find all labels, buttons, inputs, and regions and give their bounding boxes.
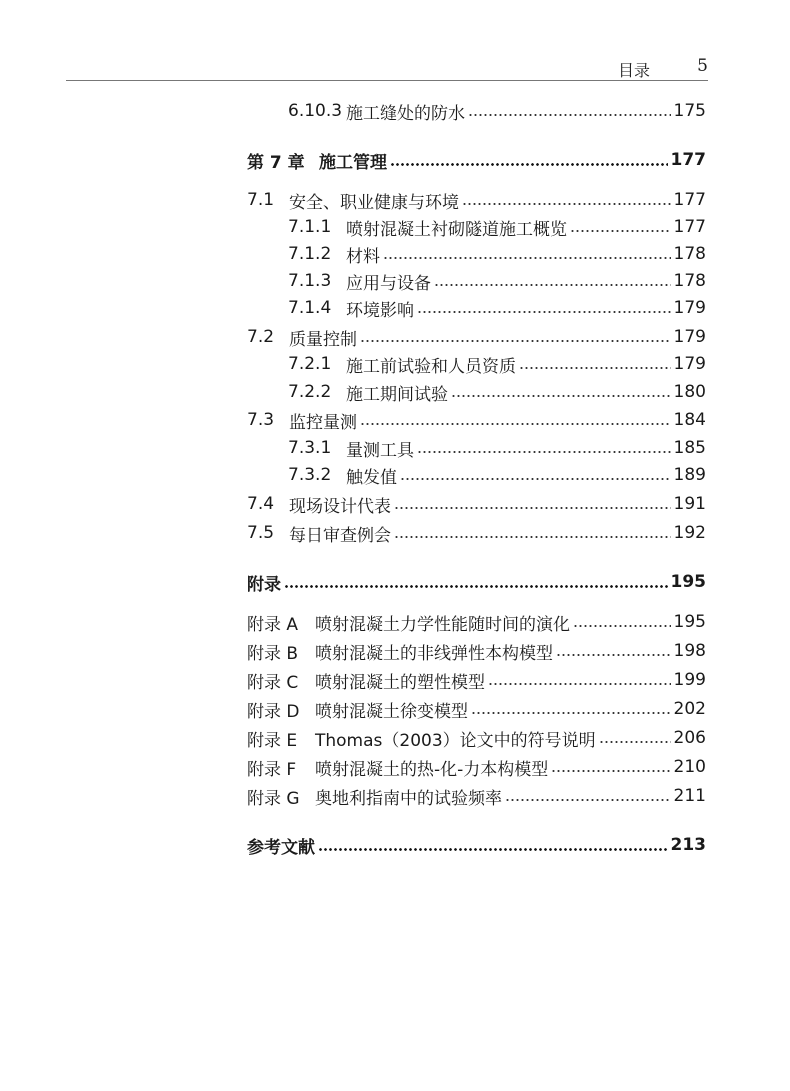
appendix-title: 喷射混凝土徐变模型 (315, 701, 468, 722)
dot-leader (434, 284, 671, 286)
toc-entry-title: 现场设计代表 (289, 496, 391, 517)
dot-leader (599, 741, 671, 743)
toc-entry-number: 7.1 (247, 190, 275, 210)
toc-appendix-g (247, 782, 706, 810)
toc-entry-title: 材料 (346, 246, 380, 267)
toc-entry-title: 环境影响 (346, 300, 414, 321)
dot-leader (383, 257, 671, 259)
toc-appendix-heading (247, 568, 706, 596)
toc-entry-7-1-1 (288, 213, 706, 241)
chapter-number: 第 7 章 (247, 152, 305, 173)
appendix-label: 附录 D (247, 701, 300, 722)
toc-entry-page: 179 (673, 354, 706, 374)
toc-entry-number: 7.3.2 (288, 465, 332, 485)
toc-entry-page: 178 (673, 271, 706, 291)
appendix-label: 附录 E (247, 730, 298, 751)
toc-references (247, 831, 706, 859)
appendix-label: 附录 A (247, 614, 299, 635)
appendix-page: 198 (673, 641, 706, 661)
dot-leader (394, 536, 671, 538)
dot-leader (468, 114, 671, 116)
toc-entry-number: 6.10.3 (288, 101, 343, 121)
toc-chapter-7 (247, 146, 706, 174)
appendix-label: 附录 G (247, 788, 300, 809)
toc-appendix-e (247, 724, 706, 752)
toc-entry-number: 7.2 (247, 327, 275, 347)
toc-entry-page: 184 (673, 410, 706, 430)
toc-appendix-a (247, 608, 706, 636)
toc-entry-number: 7.2.1 (288, 354, 332, 374)
toc-entry-page: 175 (673, 101, 706, 121)
appendix-title: 喷射混凝土的塑性模型 (315, 672, 485, 693)
references-page: 213 (670, 835, 706, 855)
toc-entry-page: 177 (673, 190, 706, 210)
toc-entry-page: 177 (673, 217, 706, 237)
toc-entry-title: 施工前试验和人员资质 (346, 356, 516, 377)
toc-entry-7-1-4 (288, 294, 706, 322)
toc-entry-title: 触发值 (346, 467, 397, 488)
chapter-page: 177 (670, 150, 706, 170)
appendix-label: 附录 F (247, 759, 297, 780)
appendix-title: 喷射混凝土力学性能随时间的演化 (315, 614, 570, 635)
appendix-title: Thomas（2003）论文中的符号说明 (315, 730, 596, 751)
toc-entry-7-1 (247, 186, 706, 214)
dot-leader (573, 625, 671, 627)
appendix-page: 210 (673, 757, 706, 777)
toc-entry-page: 185 (673, 438, 706, 458)
dot-leader (284, 585, 668, 588)
appendix-heading-title: 附录 (247, 574, 281, 595)
toc-entry-7-1-3 (288, 267, 706, 295)
toc-entry-7-2 (247, 323, 706, 351)
toc-entry-number: 7.4 (247, 494, 275, 514)
toc-entry-6-10-3 (288, 97, 706, 125)
toc-entry-page: 178 (673, 244, 706, 264)
dot-leader (390, 163, 668, 166)
appendix-page: 202 (673, 699, 706, 719)
appendix-heading-page: 195 (670, 572, 706, 592)
dot-leader (400, 478, 671, 480)
toc-entry-title: 质量控制 (289, 329, 357, 350)
appendix-page: 206 (673, 728, 706, 748)
toc-entry-7-3-1 (288, 434, 706, 462)
toc-entry-7-4 (247, 490, 706, 518)
toc-entry-number: 7.5 (247, 523, 275, 543)
header-rule (66, 80, 708, 81)
dot-leader (394, 507, 671, 509)
toc-entry-title: 应用与设备 (346, 273, 431, 294)
toc-entry-7-5 (247, 519, 706, 547)
dot-leader (451, 395, 671, 397)
dot-leader (360, 423, 671, 425)
toc-entry-page: 179 (673, 327, 706, 347)
toc-entry-title: 监控量测 (289, 412, 357, 433)
toc-entry-7-1-2 (288, 240, 706, 268)
dot-leader (570, 230, 671, 232)
appendix-title: 喷射混凝土的热-化-力本构模型 (315, 759, 549, 780)
dot-leader (462, 203, 671, 205)
appendix-title: 奥地利指南中的试验频率 (315, 788, 502, 809)
running-head-title: 目录 (617, 61, 650, 80)
dot-leader (417, 451, 671, 453)
toc-entry-number: 7.3.1 (288, 438, 332, 458)
appendix-page: 199 (673, 670, 706, 690)
appendix-title: 喷射混凝土的非线弹性本构模型 (315, 643, 553, 664)
page-header (66, 56, 708, 80)
toc-entry-page: 180 (673, 382, 706, 402)
dot-leader (488, 683, 671, 685)
appendix-label: 附录 B (247, 643, 299, 664)
toc-entry-page: 189 (673, 465, 706, 485)
toc-entry-page: 192 (673, 523, 706, 543)
appendix-page: 195 (673, 612, 706, 632)
toc-entry-number: 7.1.1 (288, 217, 332, 237)
toc-entry-7-3-2 (288, 461, 706, 489)
toc-entry-number: 7.1.2 (288, 244, 332, 264)
chapter-title: 施工管理 (319, 152, 387, 173)
toc-entry-title: 每日审查例会 (289, 525, 391, 546)
dot-leader (318, 848, 668, 851)
toc-entry-number: 7.2.2 (288, 382, 332, 402)
page-number: 5 (697, 56, 708, 76)
dot-leader (556, 654, 671, 656)
appendix-label: 附录 C (247, 672, 299, 693)
toc-appendix-c (247, 666, 706, 694)
toc-entry-title: 施工缝处的防水 (346, 103, 465, 124)
toc-entry-title: 施工期间试验 (346, 384, 448, 405)
toc-entry-title: 量测工具 (346, 440, 414, 461)
toc-entry-7-2-2 (288, 378, 706, 406)
toc-entry-number: 7.3 (247, 410, 275, 430)
appendix-page: 211 (673, 786, 706, 806)
toc-entry-page: 191 (673, 494, 706, 514)
references-title: 参考文献 (247, 837, 315, 858)
toc-entry-number: 7.1.3 (288, 271, 332, 291)
dot-leader (360, 340, 671, 342)
dot-leader (505, 799, 671, 801)
toc-entry-7-3 (247, 406, 706, 434)
toc-appendix-d (247, 695, 706, 723)
toc-appendix-f (247, 753, 706, 781)
dot-leader (551, 770, 670, 772)
toc-entry-number: 7.1.4 (288, 298, 332, 318)
toc-entry-page: 179 (673, 298, 706, 318)
dot-leader (519, 367, 671, 369)
dot-leader (471, 712, 671, 714)
toc-entry-title: 喷射混凝土衬砌隧道施工概览 (346, 219, 567, 240)
dot-leader (417, 311, 671, 313)
toc-entry-7-2-1 (288, 350, 706, 378)
toc-appendix-b (247, 637, 706, 665)
toc-entry-title: 安全、职业健康与环境 (289, 192, 459, 213)
